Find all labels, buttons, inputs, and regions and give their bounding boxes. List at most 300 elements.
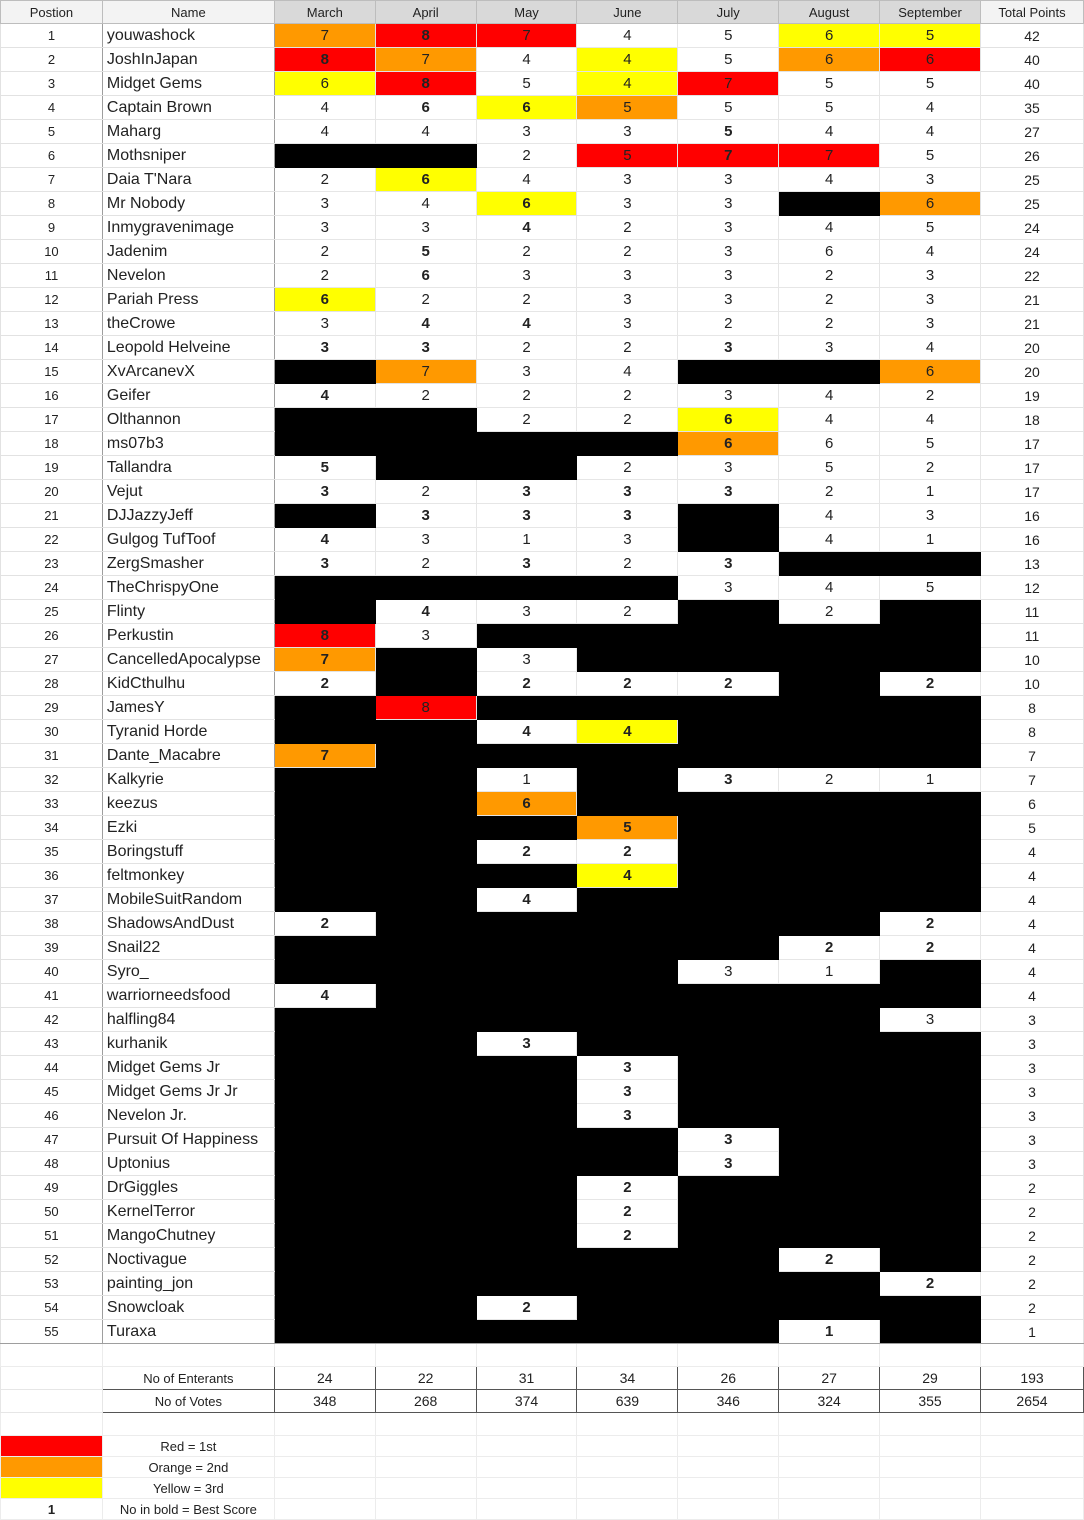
total-cell[interactable]: 3: [980, 1008, 1083, 1032]
score-cell-march[interactable]: [274, 1200, 375, 1224]
score-cell-may[interactable]: [476, 1008, 577, 1032]
total-cell[interactable]: 8: [980, 696, 1083, 720]
name-cell[interactable]: Dante_Macabre: [102, 744, 274, 768]
score-cell-september[interactable]: 5: [880, 72, 981, 96]
score-cell-july[interactable]: [678, 1224, 779, 1248]
score-cell-july[interactable]: 5: [678, 48, 779, 72]
score-cell-april[interactable]: [375, 1320, 476, 1344]
spacer-cell[interactable]: [980, 1413, 1083, 1436]
score-cell-september[interactable]: [880, 744, 981, 768]
score-cell-april[interactable]: [375, 408, 476, 432]
score-cell-march[interactable]: 8: [274, 48, 375, 72]
score-cell-june[interactable]: 4: [577, 360, 678, 384]
score-cell-april[interactable]: 3: [375, 504, 476, 528]
position-cell[interactable]: 25: [1, 600, 103, 624]
score-cell-september[interactable]: 2: [880, 912, 981, 936]
total-cell[interactable]: 20: [980, 360, 1083, 384]
name-cell[interactable]: Tallandra: [102, 456, 274, 480]
position-cell[interactable]: 36: [1, 864, 103, 888]
score-cell-june[interactable]: 3: [577, 288, 678, 312]
score-cell-june[interactable]: [577, 1320, 678, 1344]
total-cell[interactable]: 4: [980, 864, 1083, 888]
total-cell[interactable]: 25: [980, 192, 1083, 216]
score-cell-june[interactable]: [577, 624, 678, 648]
score-cell-july[interactable]: 6: [678, 408, 779, 432]
name-cell[interactable]: Syro_: [102, 960, 274, 984]
score-cell-june[interactable]: [577, 1272, 678, 1296]
score-cell-april[interactable]: [375, 1152, 476, 1176]
position-cell[interactable]: 52: [1, 1248, 103, 1272]
score-cell-may[interactable]: 2: [476, 144, 577, 168]
spacer-cell[interactable]: [577, 1344, 678, 1367]
score-cell-july[interactable]: [678, 936, 779, 960]
score-cell-june[interactable]: 4: [577, 24, 678, 48]
total-cell[interactable]: 21: [980, 288, 1083, 312]
score-cell-august[interactable]: [779, 648, 880, 672]
score-cell-april[interactable]: [375, 1296, 476, 1320]
spacer-cell[interactable]: [476, 1344, 577, 1367]
score-cell-may[interactable]: [476, 1104, 577, 1128]
score-cell-august[interactable]: 6: [779, 432, 880, 456]
score-cell-july[interactable]: [678, 1080, 779, 1104]
score-cell-august[interactable]: 2: [779, 288, 880, 312]
score-cell-march[interactable]: 3: [274, 480, 375, 504]
score-cell-april[interactable]: [375, 912, 476, 936]
name-cell[interactable]: Snail22: [102, 936, 274, 960]
score-cell-august[interactable]: 6: [779, 48, 880, 72]
score-cell-march[interactable]: [274, 600, 375, 624]
score-cell-may[interactable]: [476, 984, 577, 1008]
total-cell[interactable]: 16: [980, 504, 1083, 528]
score-cell-august[interactable]: [779, 984, 880, 1008]
name-cell[interactable]: Daia T'Nara: [102, 168, 274, 192]
legend-bold-sample[interactable]: 1: [1, 1499, 103, 1520]
score-cell-june[interactable]: [577, 888, 678, 912]
score-cell-march[interactable]: 4: [274, 120, 375, 144]
score-cell-may[interactable]: 3: [476, 264, 577, 288]
score-cell-march[interactable]: [274, 432, 375, 456]
score-cell-june[interactable]: 2: [577, 840, 678, 864]
score-cell-august[interactable]: 4: [779, 408, 880, 432]
score-cell-april[interactable]: 2: [375, 384, 476, 408]
summary-blank-cell[interactable]: [1, 1390, 103, 1413]
score-cell-march[interactable]: 2: [274, 672, 375, 696]
score-cell-july[interactable]: 3: [678, 576, 779, 600]
score-cell-april[interactable]: [375, 984, 476, 1008]
spacer-cell[interactable]: [880, 1344, 981, 1367]
score-cell-august[interactable]: [779, 840, 880, 864]
score-cell-march[interactable]: [274, 768, 375, 792]
entrants-june[interactable]: 34: [577, 1367, 678, 1390]
score-cell-april[interactable]: 6: [375, 264, 476, 288]
score-cell-march[interactable]: [274, 864, 375, 888]
score-cell-march[interactable]: [274, 408, 375, 432]
score-cell-march[interactable]: 5: [274, 456, 375, 480]
score-cell-august[interactable]: 7: [779, 144, 880, 168]
score-cell-may[interactable]: [476, 696, 577, 720]
score-cell-march[interactable]: 4: [274, 96, 375, 120]
position-cell[interactable]: 40: [1, 960, 103, 984]
score-cell-july[interactable]: 3: [678, 480, 779, 504]
score-cell-june[interactable]: 2: [577, 456, 678, 480]
position-cell[interactable]: 5: [1, 120, 103, 144]
total-cell[interactable]: 19: [980, 384, 1083, 408]
header-june[interactable]: June: [577, 1, 678, 24]
entrants-label[interactable]: No of Enterants: [102, 1367, 274, 1390]
name-cell[interactable]: KidCthulhu: [102, 672, 274, 696]
score-cell-march[interactable]: [274, 1056, 375, 1080]
total-cell[interactable]: 40: [980, 48, 1083, 72]
score-cell-august[interactable]: [779, 672, 880, 696]
spacer-cell[interactable]: [375, 1413, 476, 1436]
score-cell-august[interactable]: [779, 624, 880, 648]
score-cell-june[interactable]: [577, 1008, 678, 1032]
score-cell-may[interactable]: 4: [476, 216, 577, 240]
votes-september[interactable]: 355: [880, 1390, 981, 1413]
spacer-cell[interactable]: [779, 1344, 880, 1367]
score-cell-may[interactable]: [476, 1080, 577, 1104]
score-cell-april[interactable]: 8: [375, 696, 476, 720]
score-cell-july[interactable]: 2: [678, 672, 779, 696]
votes-march[interactable]: 348: [274, 1390, 375, 1413]
score-cell-july[interactable]: [678, 1248, 779, 1272]
position-cell[interactable]: 7: [1, 168, 103, 192]
score-cell-july[interactable]: [678, 600, 779, 624]
name-cell[interactable]: Perkustin: [102, 624, 274, 648]
score-cell-march[interactable]: [274, 1224, 375, 1248]
score-cell-march[interactable]: [274, 720, 375, 744]
score-cell-september[interactable]: [880, 864, 981, 888]
score-cell-september[interactable]: [880, 1104, 981, 1128]
position-cell[interactable]: 34: [1, 816, 103, 840]
score-cell-march[interactable]: [274, 504, 375, 528]
score-cell-march[interactable]: [274, 1104, 375, 1128]
position-cell[interactable]: 19: [1, 456, 103, 480]
position-cell[interactable]: 10: [1, 240, 103, 264]
score-cell-august[interactable]: 4: [779, 120, 880, 144]
score-cell-june[interactable]: [577, 1032, 678, 1056]
score-cell-may[interactable]: 1: [476, 528, 577, 552]
score-cell-july[interactable]: 2: [678, 312, 779, 336]
score-cell-june[interactable]: 3: [577, 480, 678, 504]
score-cell-may[interactable]: 3: [476, 504, 577, 528]
score-cell-may[interactable]: [476, 432, 577, 456]
score-cell-may[interactable]: 6: [476, 192, 577, 216]
score-cell-april[interactable]: 7: [375, 48, 476, 72]
total-cell[interactable]: 20: [980, 336, 1083, 360]
score-cell-september[interactable]: 1: [880, 480, 981, 504]
score-cell-april[interactable]: [375, 816, 476, 840]
position-cell[interactable]: 20: [1, 480, 103, 504]
score-cell-may[interactable]: 2: [476, 1296, 577, 1320]
score-cell-march[interactable]: [274, 1008, 375, 1032]
position-cell[interactable]: 26: [1, 624, 103, 648]
score-cell-march[interactable]: 7: [274, 744, 375, 768]
score-cell-may[interactable]: [476, 1320, 577, 1344]
total-cell[interactable]: 2: [980, 1296, 1083, 1320]
score-cell-july[interactable]: [678, 1104, 779, 1128]
score-cell-may[interactable]: 2: [476, 336, 577, 360]
score-cell-june[interactable]: [577, 744, 678, 768]
score-cell-july[interactable]: [678, 864, 779, 888]
score-cell-june[interactable]: 5: [577, 144, 678, 168]
score-cell-july[interactable]: 6: [678, 432, 779, 456]
name-cell[interactable]: Vejut: [102, 480, 274, 504]
score-cell-may[interactable]: [476, 576, 577, 600]
score-cell-september[interactable]: 1: [880, 528, 981, 552]
score-cell-july[interactable]: [678, 888, 779, 912]
score-cell-august[interactable]: 6: [779, 24, 880, 48]
score-cell-march[interactable]: 6: [274, 288, 375, 312]
score-cell-march[interactable]: [274, 1296, 375, 1320]
position-cell[interactable]: 1: [1, 24, 103, 48]
name-cell[interactable]: feltmonkey: [102, 864, 274, 888]
score-cell-march[interactable]: [274, 360, 375, 384]
score-cell-june[interactable]: [577, 768, 678, 792]
score-cell-september[interactable]: 4: [880, 408, 981, 432]
score-cell-june[interactable]: [577, 1296, 678, 1320]
name-cell[interactable]: youwashock: [102, 24, 274, 48]
score-cell-july[interactable]: 3: [678, 960, 779, 984]
score-cell-march[interactable]: [274, 936, 375, 960]
legend-yellow-swatch[interactable]: [1, 1478, 103, 1499]
score-cell-june[interactable]: [577, 936, 678, 960]
score-cell-july[interactable]: 3: [678, 552, 779, 576]
score-cell-june[interactable]: 2: [577, 408, 678, 432]
score-cell-july[interactable]: 7: [678, 72, 779, 96]
score-cell-may[interactable]: 2: [476, 384, 577, 408]
score-cell-april[interactable]: 2: [375, 552, 476, 576]
position-cell[interactable]: 17: [1, 408, 103, 432]
total-cell[interactable]: 5: [980, 816, 1083, 840]
score-cell-september[interactable]: [880, 984, 981, 1008]
summary-blank-cell[interactable]: [1, 1367, 103, 1390]
name-cell[interactable]: TheChrispyOne: [102, 576, 274, 600]
score-cell-august[interactable]: 6: [779, 240, 880, 264]
score-cell-april[interactable]: 4: [375, 192, 476, 216]
score-cell-june[interactable]: 4: [577, 48, 678, 72]
score-cell-june[interactable]: [577, 648, 678, 672]
name-cell[interactable]: Tyranid Horde: [102, 720, 274, 744]
position-cell[interactable]: 15: [1, 360, 103, 384]
total-cell[interactable]: 2: [980, 1272, 1083, 1296]
score-cell-july[interactable]: 3: [678, 1128, 779, 1152]
score-cell-september[interactable]: [880, 1200, 981, 1224]
score-cell-june[interactable]: [577, 696, 678, 720]
score-cell-april[interactable]: 2: [375, 480, 476, 504]
score-cell-september[interactable]: 5: [880, 144, 981, 168]
score-cell-august[interactable]: 4: [779, 504, 880, 528]
position-cell[interactable]: 49: [1, 1176, 103, 1200]
score-cell-march[interactable]: [274, 144, 375, 168]
name-cell[interactable]: XvArcanevX: [102, 360, 274, 384]
score-cell-august[interactable]: [779, 696, 880, 720]
score-cell-september[interactable]: 6: [880, 360, 981, 384]
total-cell[interactable]: 42: [980, 24, 1083, 48]
score-cell-september[interactable]: [880, 1056, 981, 1080]
score-cell-may[interactable]: [476, 816, 577, 840]
total-cell[interactable]: 1: [980, 1320, 1083, 1344]
score-cell-march[interactable]: [274, 1080, 375, 1104]
score-cell-march[interactable]: [274, 696, 375, 720]
score-cell-september[interactable]: 3: [880, 168, 981, 192]
score-cell-august[interactable]: 4: [779, 216, 880, 240]
score-cell-may[interactable]: 4: [476, 888, 577, 912]
score-cell-april[interactable]: 5: [375, 240, 476, 264]
name-cell[interactable]: ms07b3: [102, 432, 274, 456]
name-cell[interactable]: theCrowe: [102, 312, 274, 336]
score-cell-july[interactable]: [678, 744, 779, 768]
name-cell[interactable]: MangoChutney: [102, 1224, 274, 1248]
score-cell-august[interactable]: 2: [779, 600, 880, 624]
score-cell-july[interactable]: [678, 1176, 779, 1200]
score-cell-july[interactable]: 3: [678, 240, 779, 264]
score-cell-march[interactable]: [274, 1248, 375, 1272]
score-cell-april[interactable]: [375, 840, 476, 864]
score-cell-may[interactable]: 6: [476, 792, 577, 816]
total-cell[interactable]: 4: [980, 984, 1083, 1008]
total-cell[interactable]: 3: [980, 1104, 1083, 1128]
score-cell-june[interactable]: 3: [577, 168, 678, 192]
legend-yellow-label[interactable]: Yellow = 3rd: [102, 1478, 274, 1499]
score-cell-april[interactable]: 3: [375, 336, 476, 360]
score-cell-june[interactable]: [577, 984, 678, 1008]
position-cell[interactable]: 55: [1, 1320, 103, 1344]
header-name[interactable]: Name: [102, 1, 274, 24]
total-cell[interactable]: 8: [980, 720, 1083, 744]
score-cell-april[interactable]: [375, 888, 476, 912]
score-cell-august[interactable]: [779, 1056, 880, 1080]
score-cell-july[interactable]: [678, 816, 779, 840]
spacer-cell[interactable]: [1, 1344, 103, 1367]
position-cell[interactable]: 24: [1, 576, 103, 600]
score-cell-july[interactable]: [678, 1056, 779, 1080]
score-cell-april[interactable]: [375, 432, 476, 456]
score-cell-june[interactable]: [577, 792, 678, 816]
name-cell[interactable]: CancelledApocalypse: [102, 648, 274, 672]
total-cell[interactable]: 4: [980, 960, 1083, 984]
score-cell-may[interactable]: [476, 456, 577, 480]
name-cell[interactable]: Uptonius: [102, 1152, 274, 1176]
score-cell-june[interactable]: 2: [577, 600, 678, 624]
name-cell[interactable]: Flinty: [102, 600, 274, 624]
position-cell[interactable]: 30: [1, 720, 103, 744]
score-cell-july[interactable]: 3: [678, 216, 779, 240]
total-cell[interactable]: 24: [980, 240, 1083, 264]
total-cell[interactable]: 4: [980, 840, 1083, 864]
score-cell-june[interactable]: 2: [577, 216, 678, 240]
spacer-cell[interactable]: [980, 1344, 1083, 1367]
score-cell-june[interactable]: 3: [577, 1080, 678, 1104]
score-cell-july[interactable]: 3: [678, 456, 779, 480]
header-september[interactable]: September: [880, 1, 981, 24]
score-cell-july[interactable]: 5: [678, 96, 779, 120]
score-cell-july[interactable]: 3: [678, 288, 779, 312]
score-cell-september[interactable]: [880, 792, 981, 816]
score-cell-april[interactable]: [375, 960, 476, 984]
score-cell-july[interactable]: 7: [678, 144, 779, 168]
score-cell-august[interactable]: 1: [779, 1320, 880, 1344]
score-cell-may[interactable]: [476, 936, 577, 960]
position-cell[interactable]: 35: [1, 840, 103, 864]
name-cell[interactable]: Midget Gems Jr: [102, 1056, 274, 1080]
score-cell-may[interactable]: 3: [476, 120, 577, 144]
position-cell[interactable]: 39: [1, 936, 103, 960]
score-cell-april[interactable]: [375, 1272, 476, 1296]
votes-may[interactable]: 374: [476, 1390, 577, 1413]
name-cell[interactable]: halfling84: [102, 1008, 274, 1032]
score-cell-april[interactable]: [375, 1104, 476, 1128]
name-cell[interactable]: Nevelon Jr.: [102, 1104, 274, 1128]
score-cell-august[interactable]: [779, 816, 880, 840]
position-cell[interactable]: 33: [1, 792, 103, 816]
name-cell[interactable]: Pursuit Of Happiness: [102, 1128, 274, 1152]
position-cell[interactable]: 8: [1, 192, 103, 216]
score-cell-may[interactable]: [476, 1176, 577, 1200]
score-cell-march[interactable]: 7: [274, 648, 375, 672]
position-cell[interactable]: 47: [1, 1128, 103, 1152]
spacer-cell[interactable]: [1, 1413, 103, 1436]
score-cell-july[interactable]: [678, 720, 779, 744]
score-cell-september[interactable]: 3: [880, 312, 981, 336]
score-cell-june[interactable]: [577, 576, 678, 600]
spacer-cell[interactable]: [476, 1413, 577, 1436]
score-cell-august[interactable]: [779, 792, 880, 816]
score-cell-april[interactable]: [375, 1008, 476, 1032]
name-cell[interactable]: Midget Gems: [102, 72, 274, 96]
score-cell-august[interactable]: [779, 912, 880, 936]
score-cell-september[interactable]: 3: [880, 264, 981, 288]
score-cell-september[interactable]: 4: [880, 336, 981, 360]
score-cell-may[interactable]: 3: [476, 648, 577, 672]
position-cell[interactable]: 28: [1, 672, 103, 696]
total-cell[interactable]: 6: [980, 792, 1083, 816]
legend-orange-swatch[interactable]: [1, 1457, 103, 1478]
name-cell[interactable]: Gulgog TufToof: [102, 528, 274, 552]
score-cell-august[interactable]: 2: [779, 312, 880, 336]
total-cell[interactable]: 3: [980, 1152, 1083, 1176]
total-cell[interactable]: 35: [980, 96, 1083, 120]
score-cell-june[interactable]: 2: [577, 672, 678, 696]
name-cell[interactable]: Leopold Helveine: [102, 336, 274, 360]
score-cell-june[interactable]: 5: [577, 816, 678, 840]
score-cell-march[interactable]: [274, 1320, 375, 1344]
score-cell-august[interactable]: 2: [779, 264, 880, 288]
score-cell-may[interactable]: 2: [476, 288, 577, 312]
total-cell[interactable]: 13: [980, 552, 1083, 576]
total-cell[interactable]: 11: [980, 624, 1083, 648]
position-cell[interactable]: 29: [1, 696, 103, 720]
score-cell-september[interactable]: [880, 600, 981, 624]
score-cell-may[interactable]: [476, 1128, 577, 1152]
score-cell-may[interactable]: [476, 624, 577, 648]
score-cell-august[interactable]: [779, 1128, 880, 1152]
spacer-cell[interactable]: [577, 1413, 678, 1436]
total-cell[interactable]: 2: [980, 1200, 1083, 1224]
score-cell-march[interactable]: [274, 576, 375, 600]
score-cell-april[interactable]: [375, 144, 476, 168]
score-cell-june[interactable]: 3: [577, 192, 678, 216]
score-cell-june[interactable]: 3: [577, 312, 678, 336]
position-cell[interactable]: 12: [1, 288, 103, 312]
name-cell[interactable]: Pariah Press: [102, 288, 274, 312]
score-cell-june[interactable]: 3: [577, 1056, 678, 1080]
position-cell[interactable]: 48: [1, 1152, 103, 1176]
score-cell-may[interactable]: 4: [476, 168, 577, 192]
score-cell-april[interactable]: [375, 792, 476, 816]
name-cell[interactable]: Olthannon: [102, 408, 274, 432]
score-cell-august[interactable]: 5: [779, 72, 880, 96]
